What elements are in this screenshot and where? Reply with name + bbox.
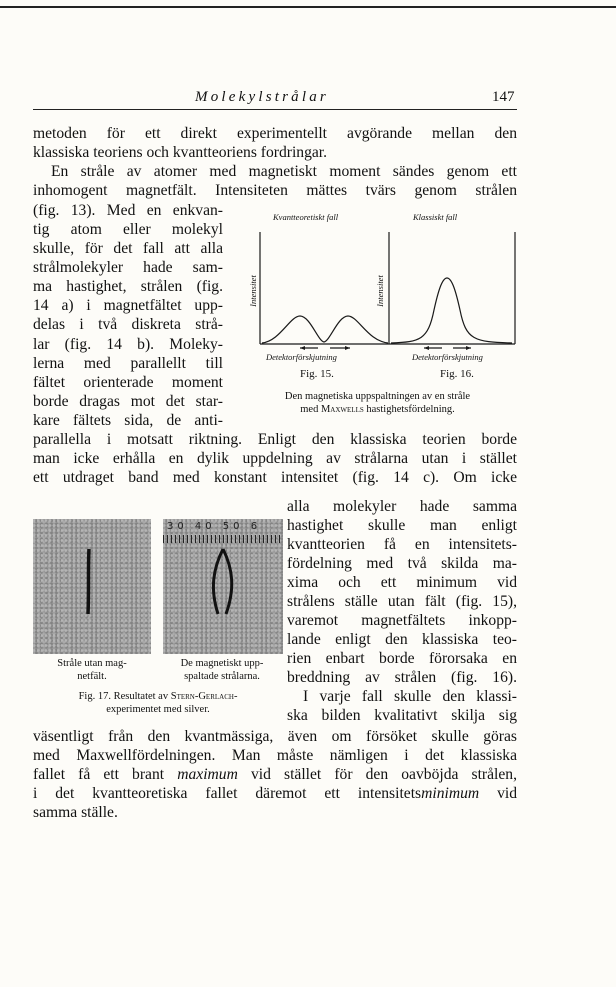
photo-beam-without-field (33, 519, 151, 654)
fig17-caption-line2: experimentet med silver. (106, 704, 210, 715)
text-line: breddning av strålen (fig. 16). (287, 669, 517, 686)
text-line: xima och ett minimum vid (287, 574, 517, 591)
text-line: inhomogent magnetfält. Intensiteten mättes tvärs genom strålen (33, 182, 517, 199)
photo1-caption-line1: Stråle utan mag- (57, 658, 127, 669)
x-axis-label-fig15: Detektorförskjutning (266, 352, 337, 362)
text-line: alla molekyler hade samma (287, 498, 517, 515)
fig17-caption-line1 (30, 690, 286, 703)
photo-split-beams (163, 519, 283, 654)
text-line: strålmolekyler hade sam- (33, 259, 223, 276)
arrowhead (345, 346, 350, 350)
text-line: I varje fall skulle den klassi- (303, 688, 517, 705)
text-line: klassiska teoriens och kvantteoriens fordringar. (33, 144, 328, 161)
y-axis-label-fig15: Intensitet (247, 275, 258, 307)
text-span: i det kvantteoretiska fallet däremot ett intensitets (33, 785, 422, 802)
single-beam-trace (33, 519, 151, 654)
label-classical-case: Klassiskt fall (413, 212, 458, 222)
text-line: man icke erhålla en dylik uppdelning av strålarna utan i stället (33, 450, 517, 467)
arrowhead (466, 346, 471, 350)
caption-text: med (300, 404, 321, 415)
text-line: metoden för ett direkt experimentellt avgörande mellan den (33, 125, 517, 142)
text-line: med Maxwellfördelningen. Man måste nämligen i det klassiska (33, 747, 517, 764)
text-line: kare fältets sida, de anti- (33, 412, 223, 429)
arrowhead (424, 346, 429, 350)
emphasis-maximum: maximum (177, 766, 238, 783)
fig16-curve-single-maximum (391, 278, 512, 343)
text-line: borde dragas mot det star- (33, 393, 223, 410)
emphasis-minimum: minimum (421, 785, 480, 802)
text-line: lande enligt den klassiska teo- (287, 631, 517, 648)
text-line: lerna med parallellt till (33, 355, 223, 372)
fig15-curve-two-maxima (262, 316, 388, 343)
photo2-caption-line2: spaltade strålarna. (184, 671, 260, 682)
text-line (33, 784, 517, 803)
text-line: skulle, för det fall att alla (33, 240, 223, 257)
beam-line (88, 549, 89, 614)
text-span: vid stället för den oavböjda strålen, (237, 766, 517, 783)
text-line: delas i två diskreta strå- (33, 316, 223, 333)
text-line: (fig. 13). Med en enkvan- (33, 202, 223, 219)
text-line: väsentligt från den kvantmässiga, även om försöket skulle göras (33, 728, 517, 745)
text-line: ett utdraget band med konstant intensitet (fig. 14 c). Om icke (33, 469, 517, 486)
fig15-16-caption-line2 (235, 403, 520, 416)
text-line: 14 a) i magnetfältet upp- (33, 297, 223, 314)
caption-text: - (233, 691, 238, 702)
caption-name: Maxwells (320, 404, 364, 415)
caption-name: Stern-Gerlach (170, 691, 234, 702)
fig16-label: Fig. 16. (440, 368, 474, 380)
text-line: ska bilden kvalitativt skilja sig (287, 707, 517, 724)
text-line: lar (fig. 14 b). Moleky- (33, 336, 223, 353)
label-quantum-case: Kvantteoretiskt fall (273, 212, 339, 222)
text-line (33, 765, 517, 784)
text-line: ma hastighet, strålen (fig. (33, 278, 223, 295)
text-line: parallella i motsatt riktning. Enligt den klassiska teorien borde (33, 431, 517, 448)
page-number: 147 (492, 89, 515, 105)
split-beam-lines (213, 549, 231, 614)
photo1-caption-line2: netfält. (77, 671, 107, 682)
split-beam-trace (163, 519, 283, 654)
arrowhead (300, 346, 305, 350)
caption-text: Fig. 17. Resultatet av (78, 691, 171, 702)
text-line: fördelning med två skilda ma- (287, 555, 517, 572)
text-span: vid (479, 785, 518, 802)
text-line: varemot magnetfältets inkopp- (287, 612, 517, 629)
text-line: fältet orienterade moment (33, 374, 223, 391)
x-axis-label-fig16: Detektorförskjutning (412, 352, 483, 362)
fig15-label: Fig. 15. (300, 368, 334, 380)
text-line: rien enbart borde förorsaka en (287, 650, 517, 667)
running-title: Molekylstrålar (195, 89, 329, 105)
fig15-16-caption-line1: Den magnetiska uppspaltningen av en stråle (284, 391, 471, 402)
text-line: kvantteorien få en intensitets- (287, 536, 517, 553)
y-axis-label-fig16: Intensitet (374, 275, 385, 307)
text-line: tig atom eller molekyl (33, 221, 223, 238)
text-line: strålens ställe utan fält (fig. 15), (287, 593, 517, 610)
text-line: hastighet skulle man enligt (287, 517, 517, 534)
text-line: En stråle av atomer med magnetiskt moment sändes genom ett (51, 163, 517, 180)
photo2-caption-line1: De magnetiskt upp- (180, 658, 264, 669)
caption-text: hastighetsfördelning. (363, 404, 455, 415)
scale-labels: 30 40 50 6 (167, 521, 262, 532)
text-line: samma ställe. (33, 804, 118, 821)
text-span: fallet få ett brant (33, 766, 178, 783)
